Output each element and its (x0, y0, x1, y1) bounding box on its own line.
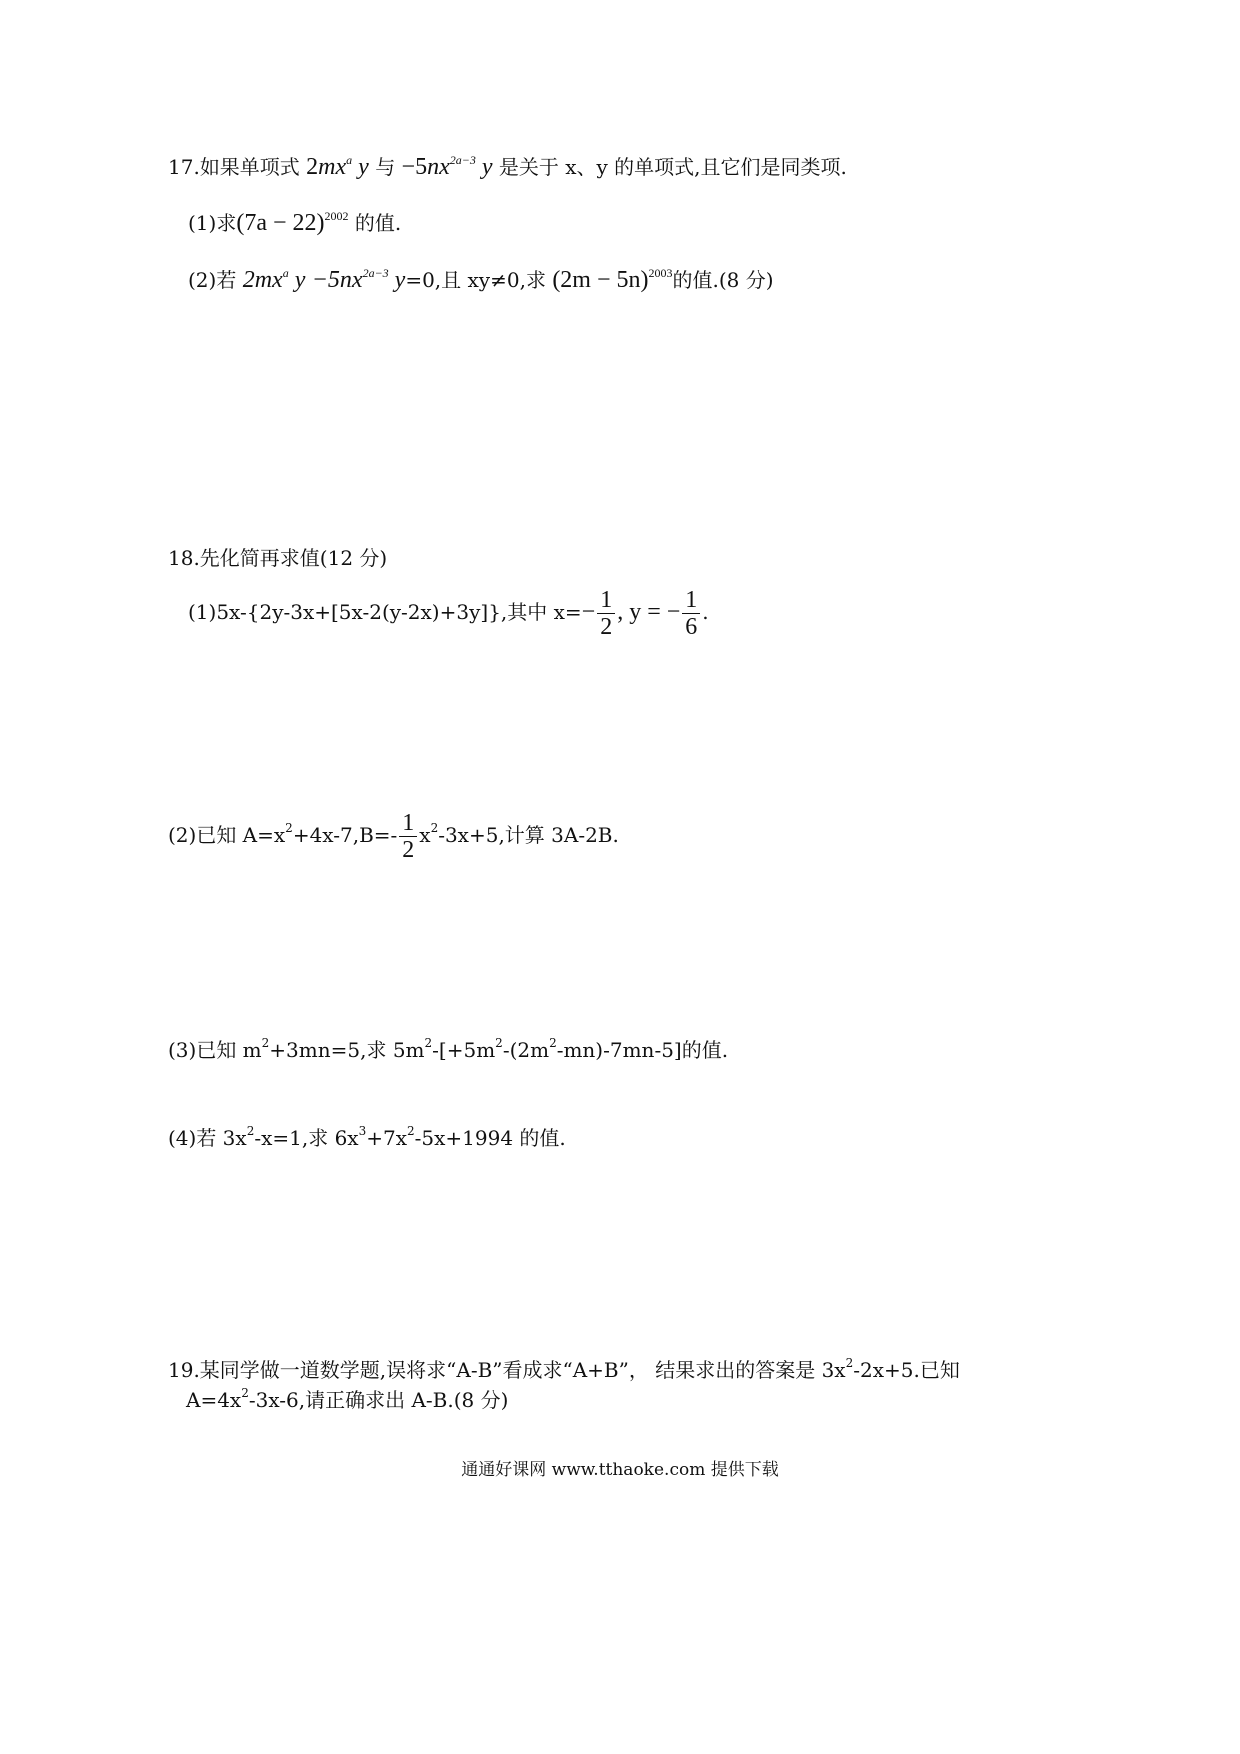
q18-part-2: (2)已知 $A=x^2+4x-7,B=-$ $\frac{1}{2}$ $x^2-3x+5$,计算 3A-2B. (168, 810, 619, 863)
q17-part-2: (2)若 $2mx^a$ $y -5nx^{2a-3}$ y=0,且 xy≠0,求 $(2m - 5n)^{2003}$的值.(8 分) (188, 266, 774, 293)
q17-part-1: (1)求$(7a - 22)^{2002}$ 的值. (188, 209, 402, 236)
q17-part2-mono2: $-5nx^{2a-3}$ y (311, 266, 406, 293)
q19-line-1: 19.某同学做一道数学题,误将求“A-B”看成求“A+B”， 结果求出的答案是 $3x^2-2x+5$.已知 (168, 1356, 960, 1382)
fraction-one-half: $\frac{1}{2}$ (597, 587, 615, 640)
page-footer: 通通好课网 www.tthaoke.com 提供下载 (461, 1460, 779, 1480)
q17-monomial-2: $-5nx^{2a-3}$ y (401, 153, 493, 180)
q18-part-4: (4)若 $3x^2-x=1$,求 $6x^3+7x^2-5x+1994$ 的值. (168, 1124, 566, 1150)
q18-part-1: (1)5x-{2y-3x+[5x-2(y-2x)+3y]},其中 x=− $\frac{1}{2}$ , y = − $\frac{1}{6}$ . (188, 587, 709, 640)
q18-part-3: (3)已知 $m^2+3mn=5$,求 $5m^2-[+5m^2-(2m^2-mn)-7mn-5]$的值. (168, 1036, 729, 1062)
q19-line-2: $A=4x^2-3x-6$,请正确求出 A-B.(8 分) (186, 1386, 509, 1412)
q17-part1-expr: $(7a - 22)^{2002}$ (236, 209, 349, 236)
fraction-one-sixth: $\frac{1}{6}$ (682, 587, 700, 640)
q17-part2-expr: $(2m - 5n)^{2003}$ (552, 266, 673, 293)
q17-part2-mono1: $2mx^a$ y (242, 266, 306, 293)
q17-monomial-1: $2mx^a$ y (306, 153, 369, 180)
fraction-one-half-b: $\frac{1}{2}$ (399, 810, 417, 863)
q18-title: 18.先化简再求值(12 分) (168, 546, 388, 570)
q17-stem: 17.如果单项式 $2mx^a$ y 与 $-5nx^{2a-3}$ y 是关于 x、y 的单项式,且它们是同类项. (168, 153, 847, 180)
